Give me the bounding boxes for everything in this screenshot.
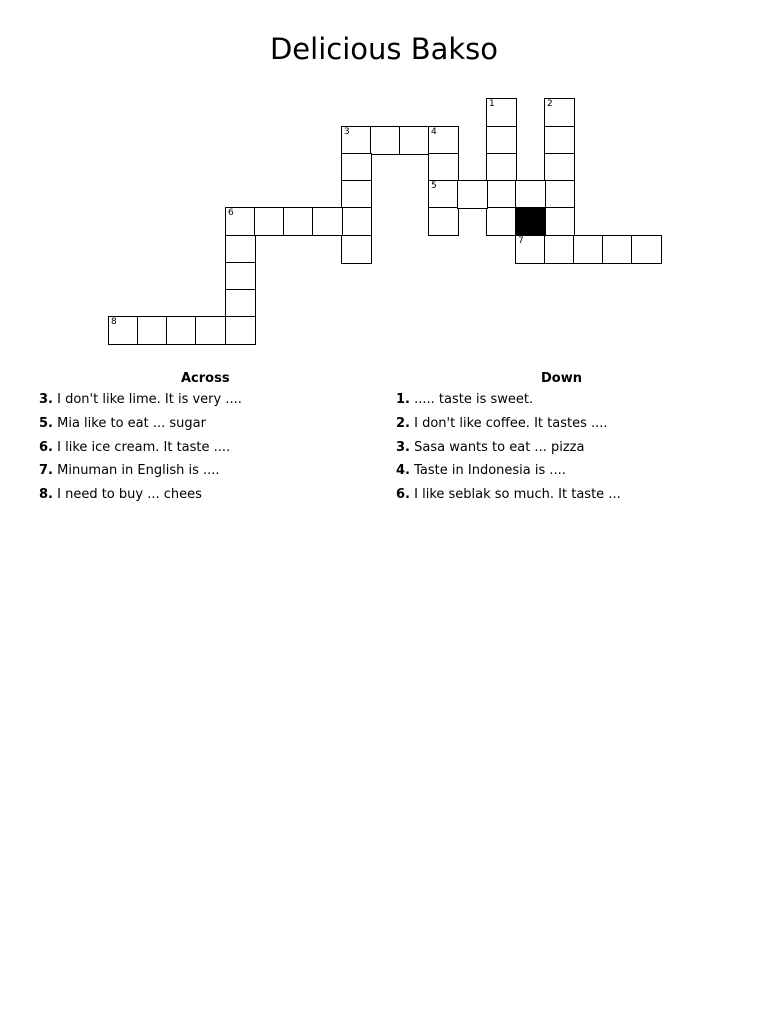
across-clue xyxy=(39,392,242,407)
down-clue xyxy=(396,463,566,478)
down-clue xyxy=(396,440,584,455)
clue-number: 3 xyxy=(344,127,350,137)
across-clue xyxy=(39,487,202,502)
puzzle-title: Delicious Bakso xyxy=(269,32,499,66)
clue-text: I like seblak so much. It taste ... xyxy=(414,487,621,502)
grid-cell[interactable] xyxy=(631,235,662,264)
grid-cell[interactable] xyxy=(225,235,256,264)
grid-cell[interactable] xyxy=(544,180,575,209)
crossword-grid xyxy=(0,0,768,360)
grid-cell[interactable] xyxy=(573,235,604,264)
grid-cell[interactable] xyxy=(544,207,575,236)
grid-cell[interactable] xyxy=(428,207,459,236)
grid-cell[interactable] xyxy=(544,153,575,182)
across-clue xyxy=(39,440,230,455)
clue-num: 3. xyxy=(39,392,53,407)
grid-cell[interactable] xyxy=(486,153,517,182)
grid-cell[interactable] xyxy=(195,316,226,345)
grid-cell[interactable] xyxy=(225,316,256,345)
grid-cell[interactable] xyxy=(544,98,575,127)
clue-number: 7 xyxy=(518,236,524,246)
grid-cell[interactable] xyxy=(312,207,343,236)
clue-num: 2. xyxy=(396,416,410,431)
grid-cell[interactable] xyxy=(457,180,488,209)
grid-cell[interactable] xyxy=(515,235,546,264)
grid-cell[interactable] xyxy=(399,126,430,155)
clue-number: 2 xyxy=(547,99,553,109)
clue-num: 3. xyxy=(396,440,410,455)
clue-text: I like ice cream. It taste .... xyxy=(57,440,231,455)
clue-number: 6 xyxy=(228,208,234,218)
grid-cell[interactable] xyxy=(166,316,197,345)
clue-num: 4. xyxy=(396,463,410,478)
grid-cell[interactable] xyxy=(428,126,459,155)
grid-cell[interactable] xyxy=(254,207,285,236)
grid-cell[interactable] xyxy=(283,207,314,236)
grid-cell[interactable] xyxy=(341,207,372,236)
grid-cell[interactable] xyxy=(137,316,168,345)
clue-num: 5. xyxy=(39,416,53,431)
across-clue xyxy=(39,463,220,478)
clue-text: ..... taste is sweet. xyxy=(414,392,534,407)
clue-num: 6. xyxy=(39,440,53,455)
across-clue xyxy=(39,416,206,431)
grid-cell[interactable] xyxy=(341,180,372,209)
clue-text: Mia like to eat ... sugar xyxy=(57,416,206,431)
clue-text: Sasa wants to eat ... pizza xyxy=(414,440,585,455)
clue-num: 1. xyxy=(396,392,410,407)
clue-num: 8. xyxy=(39,487,53,502)
grid-cell[interactable] xyxy=(544,235,575,264)
down-clue xyxy=(396,416,608,431)
clue-text: Taste in Indonesia is .... xyxy=(414,463,566,478)
grid-cell[interactable] xyxy=(486,180,517,209)
clue-num: 7. xyxy=(39,463,53,478)
grid-cell[interactable] xyxy=(225,289,256,318)
across-heading: Across xyxy=(181,371,230,386)
clue-text: Minuman in English is .... xyxy=(57,463,220,478)
clue-number: 5 xyxy=(431,181,437,191)
grid-cell[interactable] xyxy=(341,235,372,264)
grid-cell[interactable] xyxy=(370,126,401,155)
grid-cell[interactable] xyxy=(341,153,372,182)
clue-text: I need to buy ... chees xyxy=(57,487,202,502)
grid-cell[interactable] xyxy=(341,126,372,155)
grid-cell[interactable] xyxy=(428,153,459,182)
grid-cell[interactable] xyxy=(486,126,517,155)
clue-number: 8 xyxy=(111,317,117,327)
grid-cell[interactable] xyxy=(225,207,256,236)
grid-cell[interactable] xyxy=(544,126,575,155)
grid-cell[interactable] xyxy=(602,235,633,264)
clue-num: 6. xyxy=(396,487,410,502)
clue-text: I don't like lime. It is very .... xyxy=(57,392,242,407)
grid-cell[interactable] xyxy=(486,207,517,236)
grid-cell[interactable] xyxy=(486,98,517,127)
black-cell xyxy=(515,207,546,236)
grid-cell[interactable] xyxy=(108,316,139,345)
clue-number: 4 xyxy=(431,127,437,137)
clue-text: I don't like coffee. It tastes .... xyxy=(414,416,608,431)
grid-cell[interactable] xyxy=(428,180,459,209)
grid-cell[interactable] xyxy=(515,180,546,209)
down-clue xyxy=(396,487,621,502)
grid-cell[interactable] xyxy=(225,262,256,291)
clue-number: 1 xyxy=(489,99,495,109)
down-clue xyxy=(396,392,533,407)
down-heading: Down xyxy=(541,371,582,386)
